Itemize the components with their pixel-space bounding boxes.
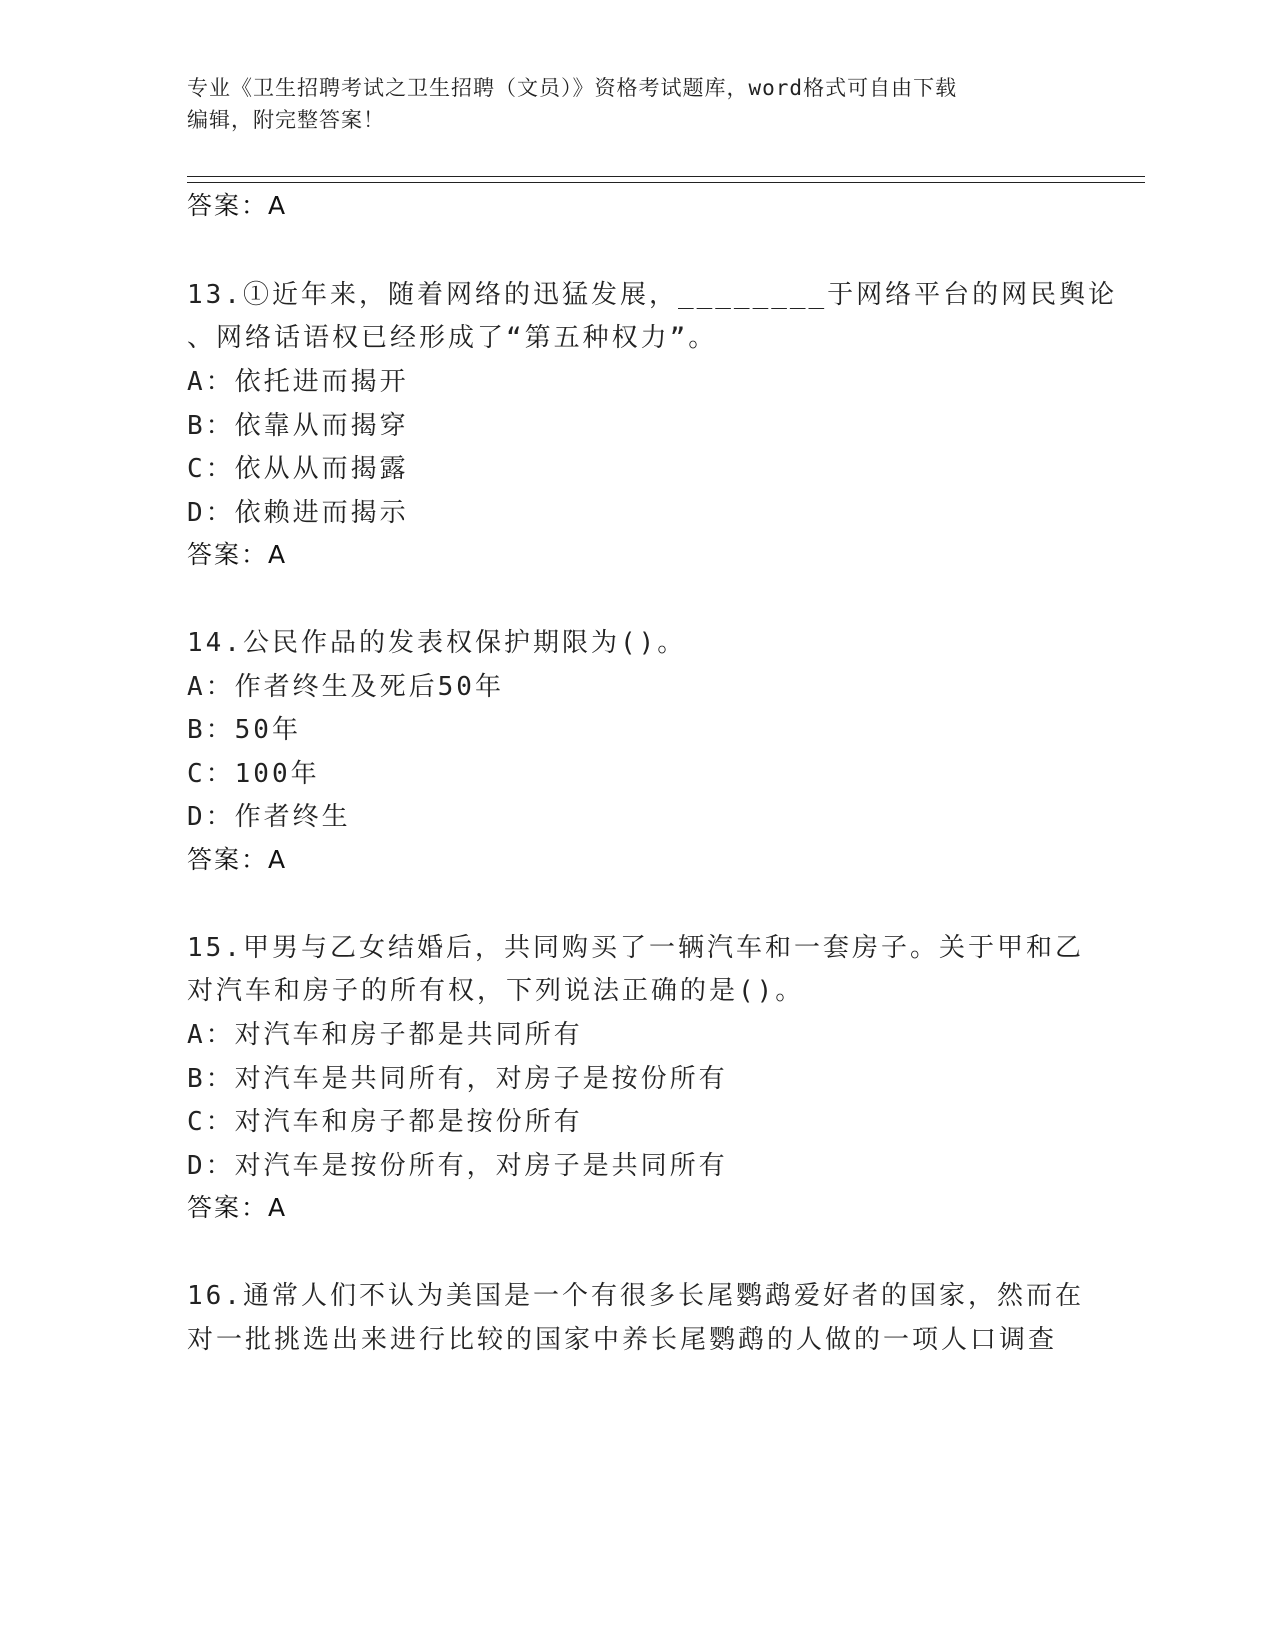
question-15-option-c: C：对汽车和房子都是按份所有 <box>187 1107 583 1137</box>
question-15-stem-line-1: 15.甲男与乙女结婚后，共同购买了一辆汽车和一套房子。关于甲和乙 <box>187 933 1084 963</box>
question-13-option-c: C：依从从而揭露 <box>187 454 409 484</box>
question-14-option-a: A：作者终生及死后50年 <box>187 672 504 702</box>
question-15-option-d: D：对汽车是按份所有，对房子是共同所有 <box>187 1151 728 1181</box>
header-line-1: 专业《卫生招聘考试之卫生招聘（文员）》资格考试题库，word格式可自由下载 <box>187 76 958 100</box>
question-13-stem-line-1: 13.①近年来，随着网络的迅猛发展，________于网络平台的网民舆论 <box>187 280 1118 310</box>
question-13-option-d: D：依赖进而揭示 <box>187 498 409 528</box>
question-15-option-a: A：对汽车和房子都是共同所有 <box>187 1020 583 1050</box>
question-13-stem-line-2: 、网络话语权已经形成了“第五种权力”。 <box>187 323 718 353</box>
question-13-option-a: A：依托进而揭开 <box>187 367 409 397</box>
document-header <box>187 72 1087 136</box>
question-15-option-b: B：对汽车是共同所有，对房子是按份所有 <box>187 1064 728 1094</box>
question-13-answer: 答案：A <box>187 540 288 569</box>
question-15-stem-line-2: 对汽车和房子的所有权，下列说法正确的是()。 <box>187 976 805 1006</box>
question-14-stem-line-1: 14.公民作品的发表权保护期限为()。 <box>187 628 687 658</box>
header-rule-bottom <box>187 182 1145 183</box>
previous-answer: 答案：A <box>187 191 288 220</box>
question-15-answer: 答案：A <box>187 1193 288 1222</box>
question-14-answer: 答案：A <box>187 845 288 874</box>
question-14-option-c: C：100年 <box>187 759 320 789</box>
header-line-2: 编辑，附完整答案！ <box>187 108 385 132</box>
question-16-stem-line-1: 16.通常人们不认为美国是一个有很多长尾鹦鹉爱好者的国家，然而在 <box>187 1281 1084 1311</box>
question-13-option-b: B：依靠从而揭穿 <box>187 411 409 441</box>
question-14-option-b: B：50年 <box>187 715 301 745</box>
question-14-option-d: D：作者终生 <box>187 802 351 832</box>
header-rule-top <box>187 176 1145 177</box>
question-16-stem-line-2: 对一批挑选出来进行比较的国家中养长尾鹦鹉的人做的一项人口调查 <box>187 1325 1058 1355</box>
